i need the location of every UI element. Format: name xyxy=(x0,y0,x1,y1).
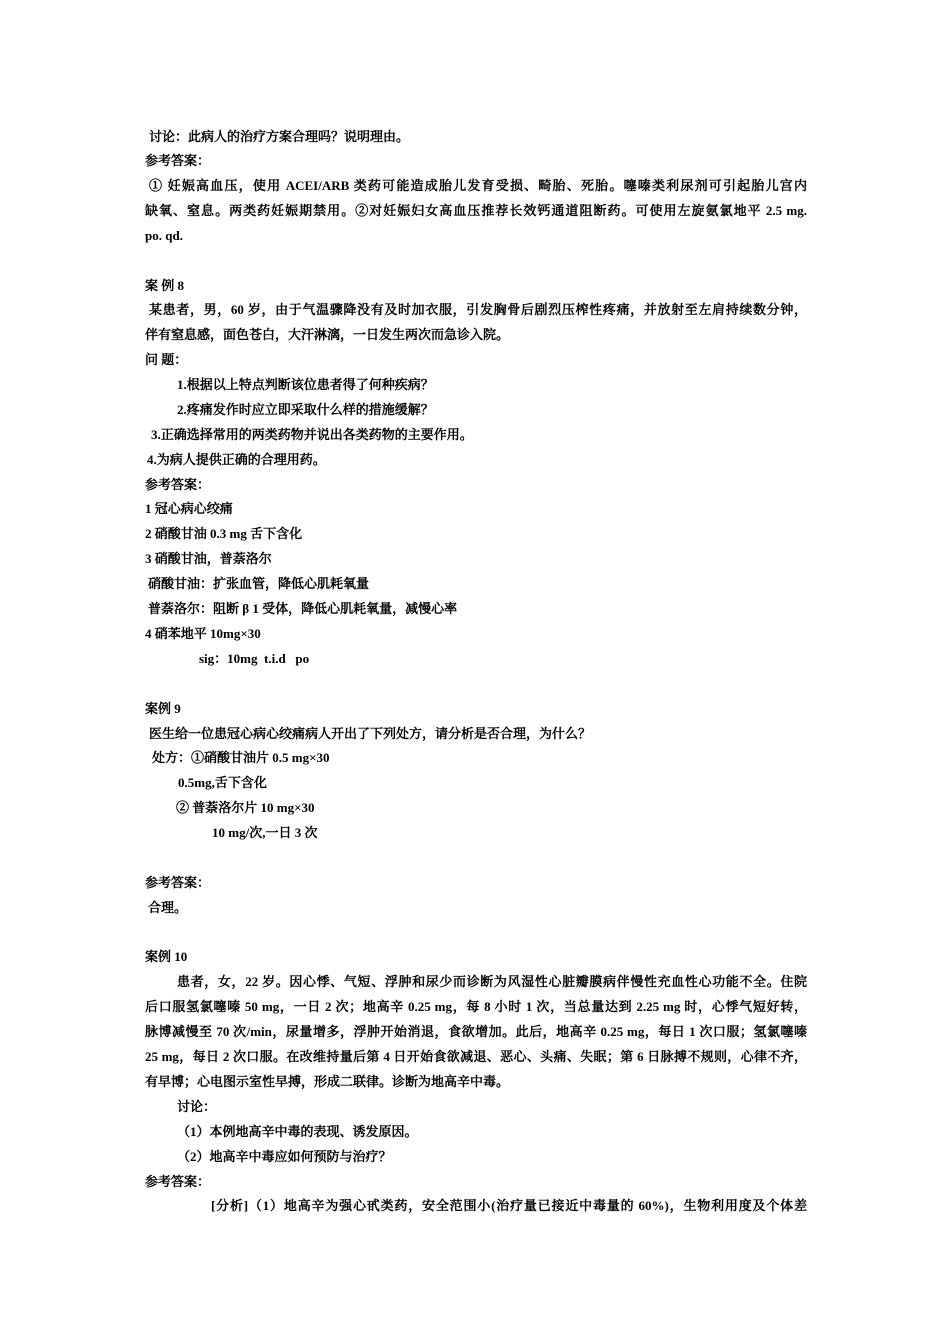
case8-answer: 普萘洛尔：阻断 β 1 受体，降低心肌耗氧量，减慢心率 xyxy=(148,601,458,616)
case7-answer-line: 缺氧、窒息。两类药妊娠期禁用。②对妊娠妇女高血压推荐长效钙通道阻断药。可使用左旋氨氯地平 2.5 mg. xyxy=(145,203,807,218)
case8-answer: 2 硝酸甘油 0.3 mg 舌下含化 xyxy=(145,526,303,541)
case8-answer: 4 硝苯地平 10mg×30 xyxy=(145,626,261,641)
case10-discussion-heading: 讨论： xyxy=(177,1099,217,1114)
case7-answer-line: po. qd. xyxy=(145,228,183,243)
case8-question-heading: 问 题： xyxy=(145,352,188,367)
case8-answer: 1 冠心病心绞痛 xyxy=(145,501,233,516)
case8-title: 案 例 8 xyxy=(145,278,185,293)
case8-answer: sig：10mg t.i.d po xyxy=(199,651,310,666)
case7-answer-line: ① 妊娠高血压，使用 ACEI/ARB 类药可能造成胎儿发育受损、畸胎、死胎。噻嗪类利尿剂可引起胎儿宫内 xyxy=(149,178,807,193)
case10-description-line: 患者，女，22 岁。因心悸、气短、浮肿和尿少而诊断为风湿性心脏瓣膜病伴慢性充血性心功能不全。住院 xyxy=(177,974,807,989)
case9-answer: 合理。 xyxy=(148,900,188,915)
case9-description: 医生给一位患冠心病心绞痛病人开出了下列处方，请分析是否合理，为什么？ xyxy=(149,726,592,741)
case10-description-line: 后口服氢氯噻嗪 50 mg，一日 2 次；地高辛 0.25 mg，每 8 小时 1 次，当总量达到 2.25 mg 时，心悸气短好转， xyxy=(145,999,807,1014)
case10-answer-heading: 参考答案： xyxy=(145,1174,211,1189)
case8-question: 2.疼痛发作时应立即采取什么样的措施缓解？ xyxy=(177,402,434,417)
case10-analysis: [分析]（1）地高辛为强心甙类药，安全范围小(治疗量已接近中毒量的 60%)，生物利用度及个体差 xyxy=(211,1198,807,1213)
case9-answer-heading: 参考答案： xyxy=(145,875,211,890)
case10-description-line: 有早博；心电图示室性早搏，形成二联律。诊断为地高辛中毒。 xyxy=(145,1074,510,1089)
case8-answer: 硝酸甘油：扩张血管，降低心肌耗氧量 xyxy=(148,576,370,591)
case8-question: 3.正确选择常用的两类药物并说出各类药物的主要作用。 xyxy=(151,427,473,442)
case10-description-line: 25 mg，每日 2 次口服。在改维持量后第 4 日开始食欲减退、恶心、头痛、失眠；第 6 日脉搏不规则，心律不齐， xyxy=(145,1049,807,1064)
case9-prescription-line: 10 mg/次,一日 3 次 xyxy=(212,825,318,840)
case10-discussion-item: （2）地高辛中毒应如何预防与治疗？ xyxy=(177,1149,392,1164)
case10-description-line: 脉博减慢至 70 次/min，尿量增多，浮肿开始消退，食欲增加。此后，地高辛 0.25 mg，每日 1 次口服；氢氯噻嗪 xyxy=(145,1024,807,1039)
case10-title: 案例 10 xyxy=(145,949,188,964)
case8-description-line: 某患者，男，60 岁，由于气温骤降没有及时加衣服，引发胸骨后剧烈压榨性疼痛，并放射至左肩持续数分钟， xyxy=(149,302,807,317)
case9-prescription-line: 0.5mg,舌下含化 xyxy=(178,775,267,790)
case9-title: 案例 9 xyxy=(145,701,181,716)
case8-question: 1.根据以上特点判断该位患者得了何种疾病？ xyxy=(177,377,434,392)
case9-prescription-line: ② 普萘洛尔片 10 mg×30 xyxy=(176,800,315,815)
case10-discussion-item: （1）本例地高辛中毒的表现、诱发原因。 xyxy=(177,1124,418,1139)
case8-description-line: 伴有窒息感，面色苍白，大汗淋漓，一日发生两次而急诊入院。 xyxy=(145,327,510,342)
case8-answer: 3 硝酸甘油，普萘洛尔 xyxy=(145,551,272,566)
case8-answer-heading: 参考答案： xyxy=(145,477,211,492)
case7-answer-heading: 参考答案： xyxy=(145,153,211,168)
case8-question: 4.为病人提供正确的合理用药。 xyxy=(147,452,326,467)
case9-prescription-line: 处方：①硝酸甘油片 0.5 mg×30 xyxy=(152,750,330,765)
case7-discussion: 讨论：此病人的治疗方案合理吗？说明理由。 xyxy=(149,129,410,144)
